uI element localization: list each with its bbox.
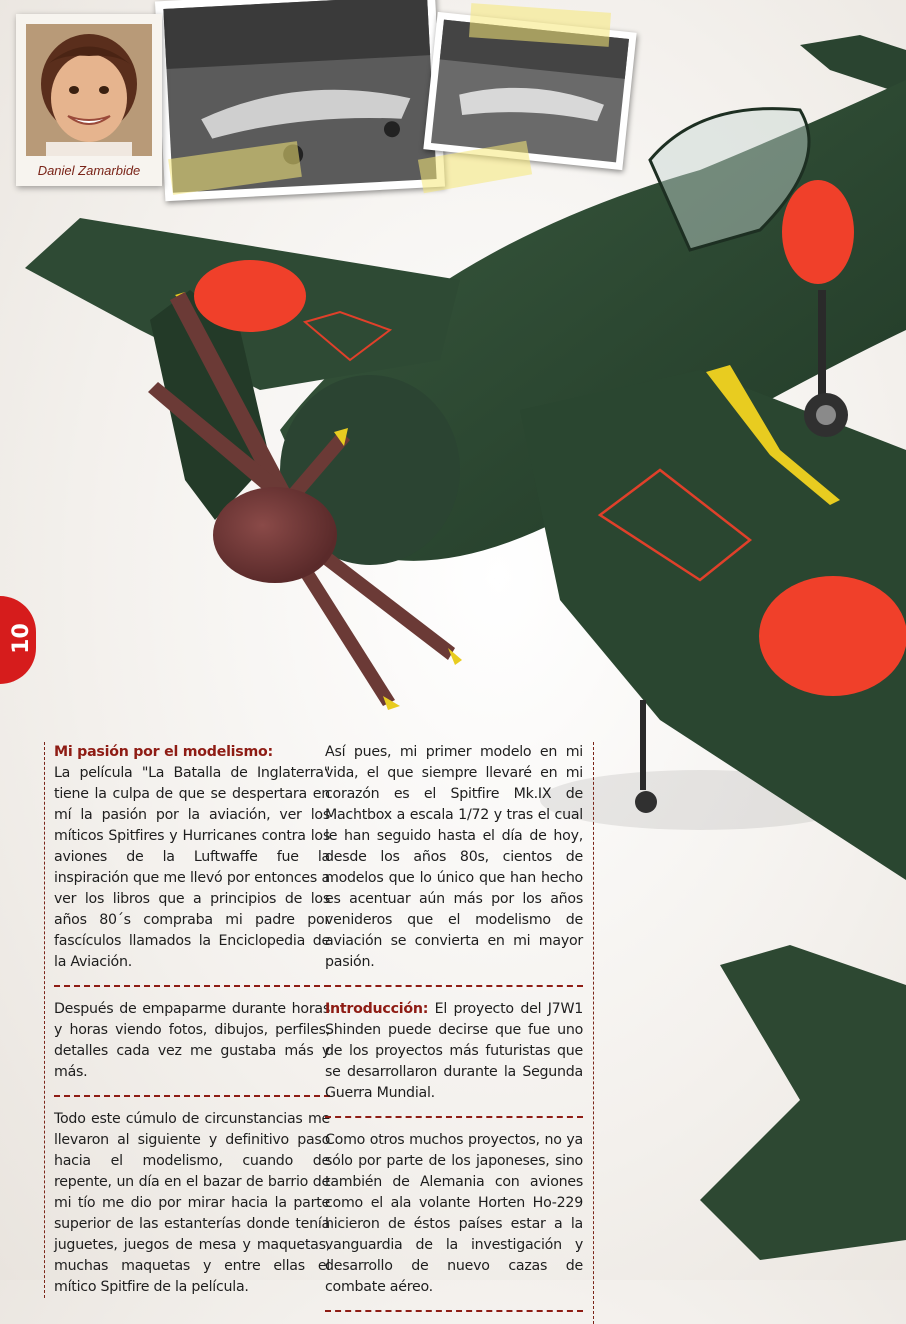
- page-number: 10: [8, 623, 34, 654]
- dashed-divider: [54, 1095, 330, 1097]
- dashed-divider: [325, 1310, 583, 1312]
- dashed-divider: [325, 1116, 583, 1118]
- author-portrait: [26, 24, 152, 156]
- section-heading-passion: Mi pasión por el modelismo:: [54, 744, 273, 760]
- dashed-divider: [54, 985, 330, 987]
- author-photo-card: [16, 14, 162, 186]
- paragraph-text: La película "La Batalla de Inglaterra" tiene la culpa de que se despertara en mí la pasión por la aviación, ver los míticos Spitfires y Hurricanes contra los aviones de la Luftwaffe fue la inspiración que me llevó por entonces a ver los libros que a principios de los años 80´s compraba mi padre por fascículos llamados la Enciclopedia de la Aviación.: [54, 765, 330, 970]
- section-paragraph: [325, 999, 583, 1104]
- dashed-divider: [325, 985, 583, 987]
- paragraph-text: Como otros muchos proyectos, no ya sólo por parte de los japoneses, sino también de Alemania con aviones como el ala volante Horten Ho-229 hicieron de éstos países estar a la vanguardia de la investigación y desarrollo de nuevo cazas de combate aéreo.: [325, 1132, 583, 1295]
- paragraph-text: Todo este cúmulo de circunstancias me llevaron al siguiente y definitivo paso hacia el modelismo, cuando de repente, un día en el bazar de barrio de mi tío me dio por mirar hacia la parte superior de las estanterías donde tenía juguetes, juegos de mesa y maquetas, muchas maquetas y entre ellas el mítico Spitfire de la película.: [54, 1111, 330, 1295]
- paragraph-text: El proyecto del J7W1 Shinden puede decirse que fue uno de los proyectos más futuristas que se desarrollaron durante la Segunda Guerra Mundial.: [325, 1001, 583, 1101]
- article-column-1: [44, 742, 330, 1298]
- author-name-caption: Daniel Zamarbide: [37, 163, 141, 178]
- paragraph-text: Así pues, mi primer modelo en mi vida, el que siempre llevaré en mi corazón es el Spitfire Mk.IX de Machtbox a escala 1/72 y tras el cual le han seguido hasta el día de hoy, desde los años 80s, cientos de modelos que lo único que han hecho es acentuar aún más por los años venideros que el modelismo de aviación se convierta en mi mayor pasión.: [325, 744, 583, 970]
- paragraph-text: Después de empaparme durante horas y horas viendo fotos, dibujos, perfiles, detalles cada vez me gustaba más y más.: [54, 1001, 330, 1080]
- section-paragraph: [54, 742, 330, 973]
- article-column-2: [325, 742, 594, 1324]
- section-heading-intro: Introducción:: [325, 1001, 429, 1017]
